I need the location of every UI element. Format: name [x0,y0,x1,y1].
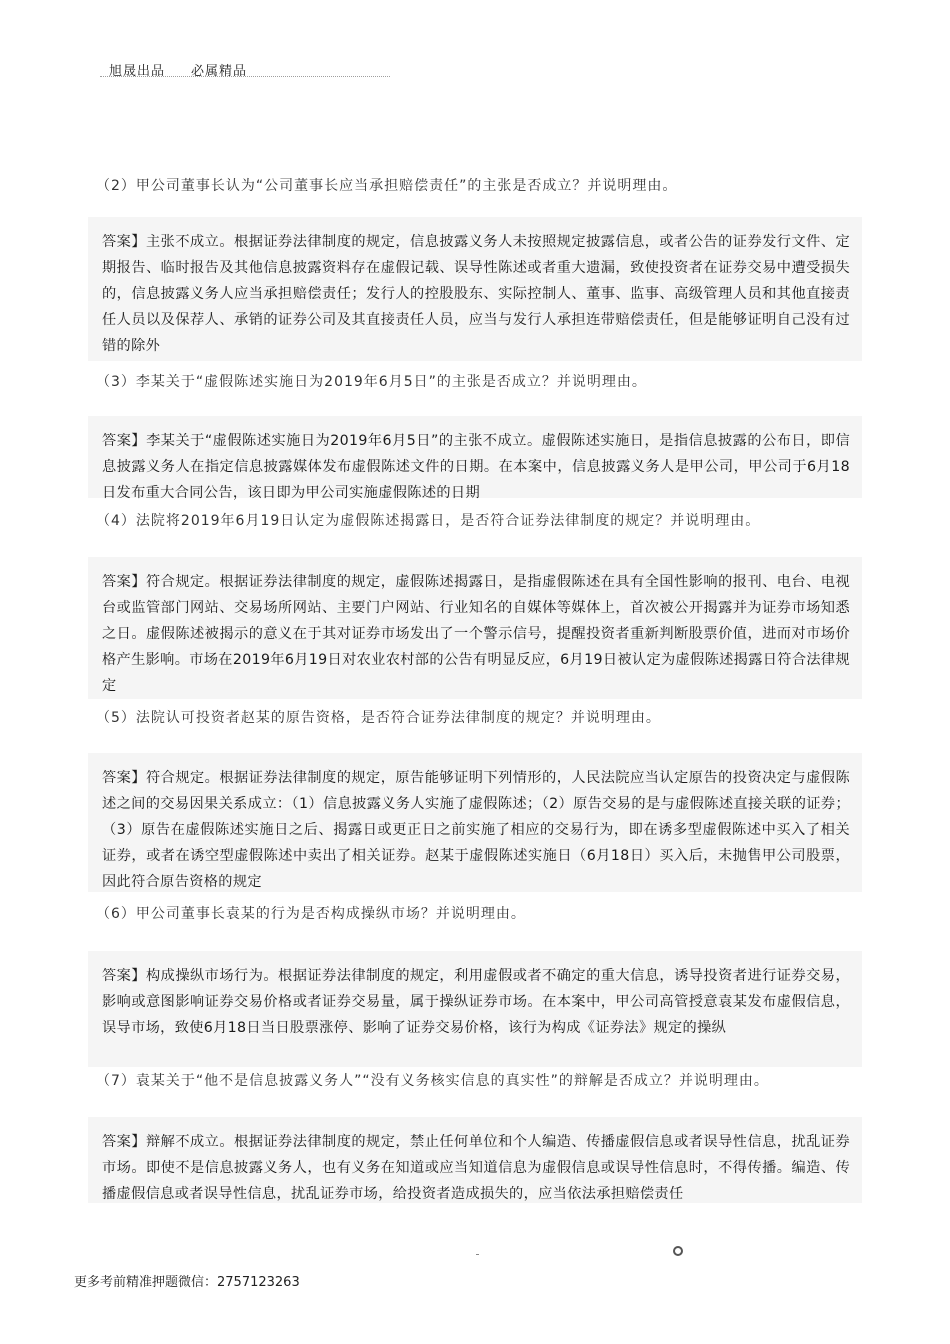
answer-card [88,951,862,1067]
question-line: （7）袁某关于“他不是信息披露义务人”“没有义务核实信息的真实性”的辩解是否成立？并说明理由。 [96,1073,769,1089]
header-divider [100,76,390,81]
question-line: （5）法院认可投资者赵某的原告资格，是否符合证券法律制度的规定？并说明理由。 [96,710,661,726]
answer-card [88,753,862,892]
question-line: （4）法院将2019年6月19日认定为虚假陈述揭露日，是否符合证券法律制度的规定？并说明理由。 [96,513,761,529]
answer-card [88,557,862,699]
answer-card [88,217,862,361]
answer-text: 答案】符合规定。根据证券法律制度的规定，原告能够证明下列情形的，人民法院应当认定原告的投资决定与虚假陈述之间的交易因果关系成立：（1）信息披露义务人实施了虚假陈述；（2）原告交易的是与虚假陈述直接关联的证券；（3）原告在虚假陈述实施日之后、揭露日或更正日之前实施了相应的交易行为，即在诱多型虚假陈述中买入了相关证券，或者在诱空型虚假陈述中卖出了相关证券。赵某于虚假陈述实施日（6月18日）买入后，未抛售甲公司股票，因此符合原告资格的规定 [102,770,850,890]
ring-icon [673,1246,683,1256]
answer-text: 答案】构成操纵市场行为。根据证券法律制度的规定，利用虚假或者不确定的重大信息，诱导投资者进行证券交易，影响或意图影响证券交易价格或者证券交易量，属于操纵证券市场。在本案中，甲公司高管授意袁某发布虚假信息，误导市场，致使6月18日当日股票涨停、影响了证券交易价格，该行为构成《证券法》规定的操纵 [102,968,850,1036]
answer-card [88,416,862,501]
header-brand: 旭晟出品 [109,64,166,79]
answer-text: 答案】符合规定。根据证券法律制度的规定，虚假陈述揭露日，是指虚假陈述在具有全国性影响的报刊、电台、电视台或监管部门网站、交易场所网站、主要门户网站、行业知名的自媒体等媒体上，首次被公开揭露并为证券市场知悉之日。虚假陈述被揭示的意义在于其对证券市场发出了一个警示信号，提醒投资者重新判断股票价值，进而对市场价格产生影响。市场在2019年6月19日对农业农村部的公告有明显反应，6月19日被认定为虚假陈述揭露日符合法律规定 [102,574,850,694]
header-slogan: 必属精品 [191,64,248,79]
answer-text: 答案】主张不成立。根据证券法律制度的规定，信息披露义务人未按照规定披露信息，或者公告的证券发行文件、定期报告、临时报告及其他信息披露资料存在虚假记载、误导性陈述或者重大遗漏，致使投资者在证券交易中遭受损失的，信息披露义务人应当承担赔偿责任；发行人的控股股东、实际控制人、董事、监事、高级管理人员和其他直接责任人员以及保荐人、承销的证券公司及其直接责任人员，应当与发行人承担连带赔偿责任，但是能够证明自己没有过错的除外 [102,234,850,354]
footer-contact: 更多考前精准押题微信：2757123263 [74,1275,300,1290]
answer-text: 答案】李某关于“虚假陈述实施日为2019年6月5日”的主张不成立。虚假陈述实施日，是指信息披露的公布日，即信息披露义务人在指定信息披露媒体发布虚假陈述文件的日期。在本案中，信息披露义务人是甲公司，甲公司于6月18日发布重大合同公告，该日即为甲公司实施虚假陈述的日期 [102,433,850,501]
answer-card [88,1117,862,1203]
question-line: （3）李某关于“虚假陈述实施日为2019年6月5日”的主张是否成立？并说明理由。 [96,374,647,390]
question-line: （6）甲公司董事长袁某的行为是否构成操纵市场？并说明理由。 [96,906,526,922]
page-mark [476,1254,479,1255]
answer-text: 答案】辩解不成立。根据证券法律制度的规定，禁止任何单位和个人编造、传播虚假信息或者误导性信息，扰乱证券市场。即使不是信息披露义务人，也有义务在知道或应当知道信息为虚假信息或误导性信息时，不得传播。编造、传播虚假信息或者误导性信息，扰乱证券市场，给投资者造成损失的，应当依法承担赔偿责任 [102,1134,850,1202]
question-line: （2）甲公司董事长认为“公司董事长应当承担赔偿责任”的主张是否成立？并说明理由。 [96,178,678,194]
